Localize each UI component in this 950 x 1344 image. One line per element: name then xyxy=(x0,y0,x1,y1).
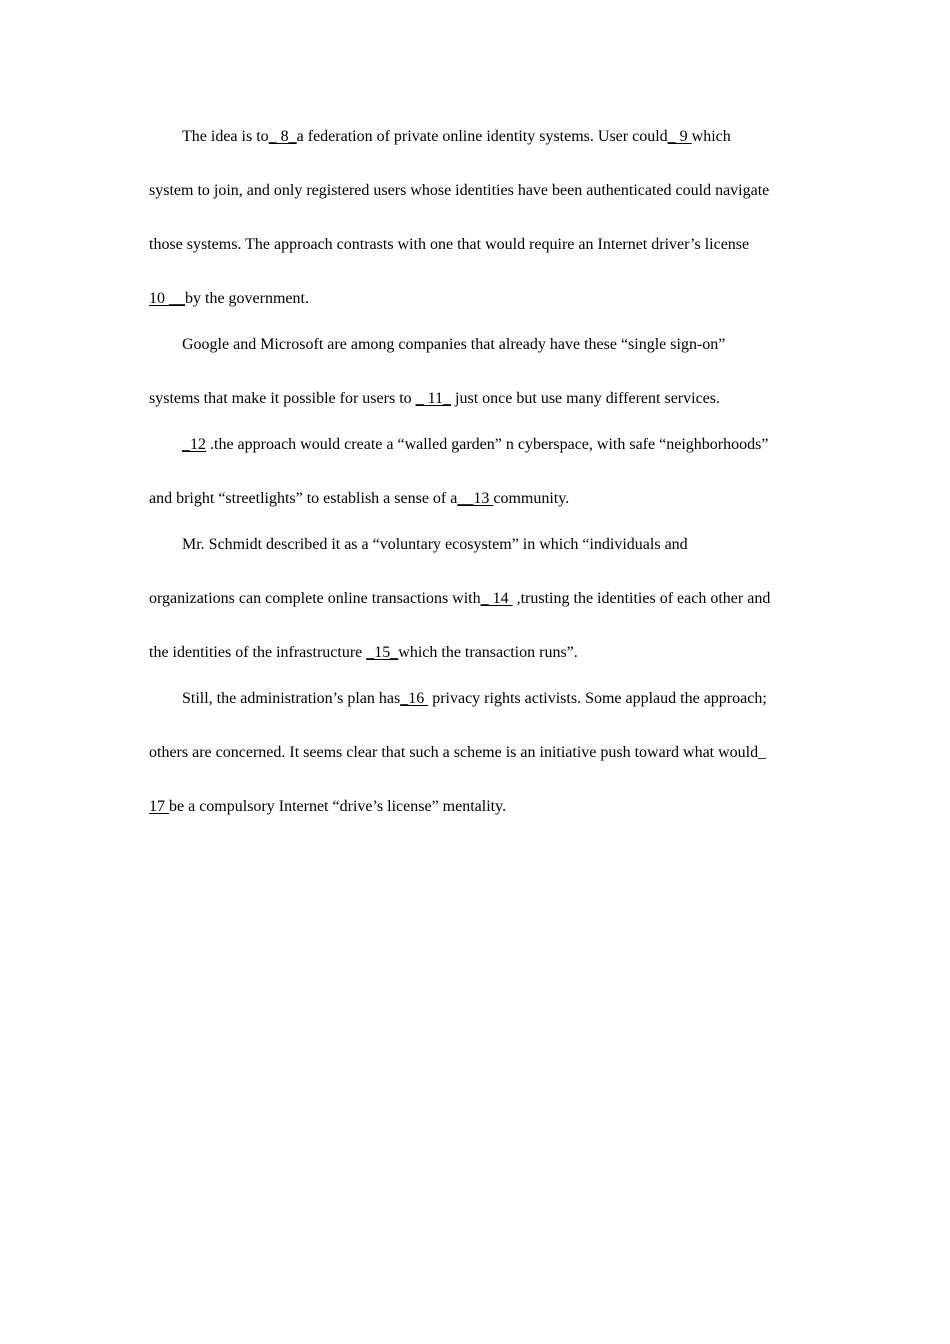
paragraph-1-line-1 xyxy=(182,127,731,147)
text-segment: just once but use many different services. xyxy=(451,390,721,407)
paragraph-1-line-2 xyxy=(149,181,769,201)
text-segment: _ xyxy=(758,744,767,761)
paragraph-4-line-2 xyxy=(149,589,770,609)
text-segment: the identities of the infrastructure xyxy=(149,644,367,661)
blank-15: _15_ xyxy=(366,644,399,661)
paragraph-5-line-2 xyxy=(149,743,766,763)
paragraph-2-line-2 xyxy=(149,389,720,409)
text-segment: Google and Microsoft are among companies that already have these “single sign-on” xyxy=(182,336,726,353)
text-segment: privacy rights activists. Some applaud the approach; xyxy=(428,690,767,707)
blank-17: 17 xyxy=(149,798,169,815)
paragraph-3-line-2 xyxy=(149,489,569,509)
blank-13: __13 xyxy=(457,490,494,507)
paragraph-1-line-4 xyxy=(149,289,309,309)
text-segment: The idea is to xyxy=(182,128,269,145)
paragraph-3-line-1 xyxy=(182,435,768,455)
blank-12: _12 xyxy=(182,436,206,453)
text-segment: Mr. Schmidt described it as a “voluntary ecosystem” in which “individuals and xyxy=(182,536,688,553)
paragraph-5-line-3 xyxy=(149,797,506,817)
text-segment: organizations can complete online transactions with xyxy=(149,590,481,607)
text-segment: system to join, and only registered users whose identities have been authenticated could navigate xyxy=(149,182,770,199)
blank-14: _ 14 xyxy=(480,590,513,607)
text-segment: ,trusting the identities of each other and xyxy=(512,590,771,607)
text-segment: those systems. The approach contrasts with one that would require an Internet driver’s license xyxy=(149,236,750,253)
text-segment: community. xyxy=(493,490,570,507)
blank-10: 10 __ xyxy=(149,290,185,307)
blank-8: _ 8_ xyxy=(268,128,297,145)
paragraph-5-line-1 xyxy=(182,689,767,709)
text-segment: be a compulsory Internet “drive’s license” mentality. xyxy=(169,798,507,815)
blank-11: _ 11_ xyxy=(415,390,452,407)
paragraph-1-line-3 xyxy=(149,235,749,255)
text-segment: Still, the administration’s plan has xyxy=(182,690,401,707)
text-segment: which the transaction runs”. xyxy=(398,644,578,661)
text-segment: .the approach would create a “walled garden” n cyberspace, with safe “neighborhoods” xyxy=(206,436,769,453)
text-segment: others are concerned. It seems clear that such a scheme is an initiative push toward what would xyxy=(149,744,759,761)
paragraph-4-line-3 xyxy=(149,643,578,663)
paragraph-4-line-1 xyxy=(182,535,688,555)
paragraph-2-line-1 xyxy=(182,335,725,355)
blank-16: _16 xyxy=(400,690,429,707)
blank-9: _ 9 xyxy=(667,128,692,145)
text-segment: which xyxy=(691,128,731,145)
text-segment: by the government. xyxy=(185,290,309,307)
text-segment: systems that make it possible for users to xyxy=(149,390,416,407)
text-segment: a federation of private online identity systems. User could xyxy=(296,128,668,145)
text-segment: and bright “streetlights” to establish a sense of a xyxy=(149,490,458,507)
